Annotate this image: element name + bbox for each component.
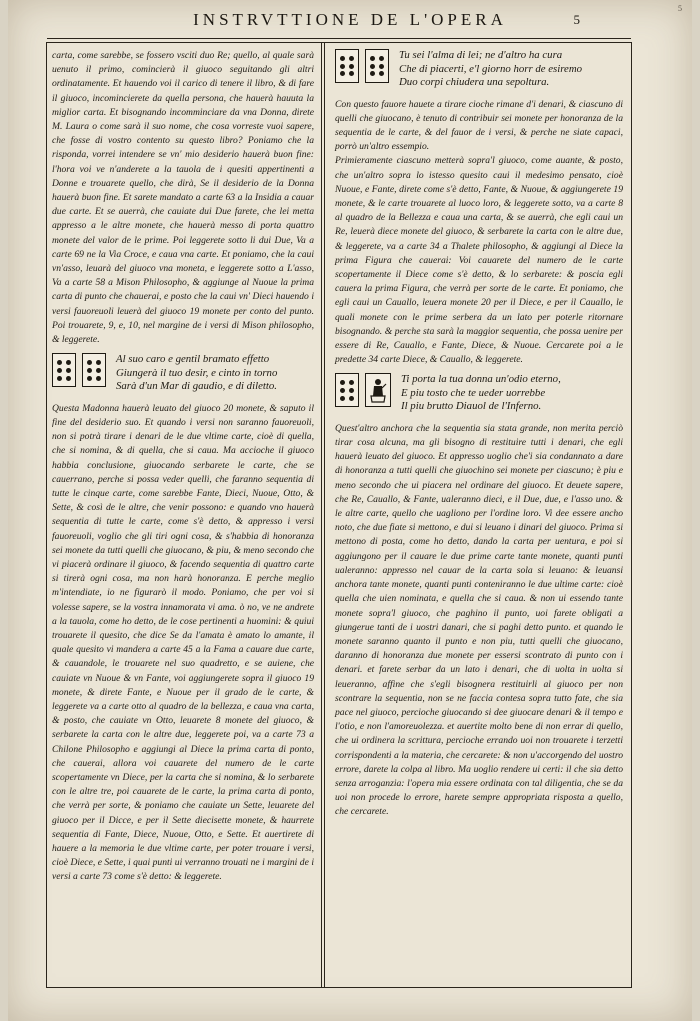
dice-pair — [335, 49, 389, 83]
die-pip — [66, 360, 71, 365]
die-pip — [349, 71, 354, 76]
die-pip — [96, 376, 101, 381]
verse-line: Il piu brutto Diauol de l'Inferno. — [401, 400, 542, 413]
paragraph: Con questo fauore hauete a tirare cioche rimane d'i denari, & ciascuno di quelli che giuocano, è tenuto di contribuir sei monete per honoranza de la sequentia de le carte, & del fauor de i versi, & perche ne siate capaci, porrò un'altro essempio. — [335, 98, 623, 153]
verse-line: Al suo caro e gentil bramato effetto — [116, 353, 270, 366]
verse-line: Sarà d'un Mar di gaudio, e di diletto. — [116, 380, 277, 393]
die-pip — [57, 376, 62, 381]
die-pip — [349, 64, 354, 69]
die-pip — [340, 388, 345, 393]
die-pip — [340, 71, 345, 76]
die-pip — [349, 56, 354, 61]
die-pip — [370, 56, 375, 61]
left-column — [52, 49, 314, 885]
verse-line: Che di piacerti, e'l giorno horr de esiremo — [399, 62, 583, 75]
verse-block — [335, 49, 623, 90]
die-pip — [349, 380, 354, 385]
verse-line: Duo corpi chiudera una sepoltura. — [399, 76, 550, 88]
die-pip — [66, 376, 71, 381]
die-pip — [96, 368, 101, 373]
paragraph: Primieramente ciascuno metterà sopra'l giuoco, come auante, & posto, che un'altro sopra lo istesso quesito caui il medesimo pensato, cioè Nuoue, e Fante, direte come s'è detto, Fante, & Nuoue, & aggiungerete 19 monete, & le carte trouarete al luoco loro, & leggerete sotto, va a carte 8 al quadro de la Bellezza e caua una carta, & se auerrà, che egli caui un Re, leuerà diece monete del giuoco, & serbarete la carta con le altre due, & leggerete, va a carte 34 a Thalete philosopho, & aggiungi al Diece la prima Figura che cauerai: Voi cauarete del numero de le carte scopertamente il Diece come s'è detto, & lo serbarete: & poscia egli cauera la prima Figura, che verrà per sorte de le carte. Et poniamo, che egli caui un Cauallo, leuera monete 20 per il Diece, e per il Cauallo, le quali monete con le prime serbera da un lato per poterle ritornare bisognando. & perche sta sarà la maggior sequentia, che possa uenire per essere di Re, Cauallo, e Fante, Diece, & Nuoue. Cercarete poi a le predette 34 carte Diece, & Cauallo, & leggerete. — [335, 155, 623, 366]
die-pip — [87, 376, 92, 381]
die-pip — [379, 56, 384, 61]
die-pip — [340, 64, 345, 69]
paragraph: Questa Madonna hauerà leuato del giuoco 20 monete, & saputo il fine del desiderio suo. Et quando i versi non saranno fauoreuoli, non si potrà tirare i denari de le due vltime carte, cioè di quella, che si nomina, & di quella, che si caua. Ma accioche il giuoco habbia conclusione, giuocando serbarete le carte, che se cauerrano, perche si possa veder quelli, che faranno sequentia di tutte le cinque carte, come sarebbe Fante, Dieci, Nuoue, Otto, & Sette, & così de le altre, che venir possono: e quando vno hauerà sequentia di tutte le carte, come s'è detto, & appresso i versi fauoreuoli, voglio che gli tiri ogni cosa, & s'habbia di honoranza sei monete da tutti quelli che giuocano, & piu, & meno secondo che vi piacerà ordinare il giuoco, & facendo sequentia di quattro carte si tirerà ogni cosa, ma non harà honoranza. E perche meglio m'intendiate, io ne figurarò il modo. Poniamo, che per voi si volesse sapere, se la vostra innamorata vi ama. ò no, ve ne andrete a la tauola, come ho detto, de le cose pertinenti a huomini: & quiui trouarete il quesito, che dice Se da l'amata è amato lo amante, il quale quesito vi mandera a carte 45 a la Fama a cauare due carte, & cauandole, le trouarete nel suo quadretto, e se auiene, che cauiate vn Nuoue & vn Fante, voi aggiungerete sopra il giuoco 19 monete, & direte Fante, e Nuoue per il grado de le carte, & leggerete va a carte otto al quadro de la bellezza, e caua vna carta, & posto, che cauiate vn Otto, leuarete 8 monete del giuoco, & serbarete la carta con le altre due, leggerete poi, va a carte 73 a Chilone Philosopho e aggiungi al Diece la prima carta di ponto, che cauerai, allora voi cauarete del numero de le carte scopertamente vn Diece, per la carta che si nomina, & lo serbarete con le altre tre, poi cauarete de le carte, la prima carta di ponto, che verrà per sorte, & poniamo che cauiate un Sette, leuarete del giuoco per il Dicce, e per il Sette diecisette monete, & haurrete sequentia di Fante, Diece, Nuoue, Otto, e Sette. Et auertirete di hauere a la memoria le due vltime carte, per poter trouare i versi, cioè Diece, e Sette, i quai punti ui verranno trouati ne i margini de i versi a carte 73 come s'è detto: & leggerete. — [52, 402, 314, 883]
die-six-icon — [52, 353, 76, 387]
verse — [116, 353, 277, 394]
paragraph: carta, come sarebbe, se fossero vsciti duo Re; quello, al quale sarà uenuto il primo, comincierà il giuoco seguitando gli altri ordinatamente. Et hauendo voi il carico di tenere il libro, & di fare il giuoco, incomincierete da quella persona, che hauerà hauuta la miglior carta. Et bisognando incomminciare da vna Donna, direte M. Laura o come sarà il suo nome, che cosa vorreste vuoi sapere, che fosse di vostro contento su questo libro? Poniamo che la risponda, vorrei intendere se vn' mio desiderio hauerà buon fine: l'hora voi ve n'anderete a la tauola de i quesiti appertinenti a Donne e trouarete quello, che dirà, Se il desiderio de la Donna hauerà buon fine. Et sarete mandato a carte 63 a la Insidia a cauar due carte. Et se auerrà, che cauiate dui Due farete, che lei metta appresso a le altre monete, che hauerà messo di porta quattro monete del valor de le prime. Poi leggerete sotto li dui Due, Va a carte 69 ne la Via Croce, e caua vna carte. Et poniamo, che la caui vn'asso, leuarà del giuoco vna moneta, e leggerete sotto a L'asso, Va a carte 58 a Mison Philosopho, & aggiunge al Nuoue la prima carta di punto che chauerai, e posto che la caui vn' Dieci hauendo i versi fauoreuoli leuerà del giuoco 19 monete per conto del punto. Poi trouarete, 9, e, 10, nel margine de i versi di Mison philosopho, & leggerete. — [52, 50, 314, 346]
text-frame — [46, 42, 632, 988]
die-pip — [340, 56, 345, 61]
die-pip — [379, 71, 384, 76]
paragraph: Quest'altro anchora che la sequentia sia stata grande, non merita perciò tirar cosa alcuna, ma gli bisogno di restituire tutti i denari, che egli hauerà leuato del giuoco. Et appresso uoglio che'i sia condannato a dare di honoranza a tutti quelli che giuochino sei monete per ciascuno; è piu e meno secondo che ui piacera nel ordinare del giuoco. Et deuete sapere, che Re, Cauallo, & Fante, ualeranno dieci, e il Due, due, e l'asso uno. & le altre carte, quello che uagliono per l'ordine loro. Vi dee essere ancho noto, che due fiate si mettono, e dui si leuano i dinari del giuoco. Prima si mettono di posta, come ho detto, dando la carta per uentura, e poi si aggiungono per il cauare le due prime carte tante monete, quanti punti ualeranno: appresso nel cauar de la carta sola si leuano: & leuansi anchora tante monete, quanti punti conteniranno le due ultime carte: cioè quella che uien nominata, e quella che si caua. & non ui essendo tante monete sopra'l giuoco, che paghino il punto, uoi farete obligati a giungerue tanti de i uostri danari, che si paghi detto punto. et quando le monete saranno quanto il punto e non piu, tutti quelli che giuocano, daranno di honoranza due monete per essersi scontrato di punto con i denari. et farete serbar da un lato i denari, che di uolta in uolta si leueranno, affine che s'egli bisognera restituirli al giuoco per non scontrare la sequentia, non se ne faccia contesa sopra tutto fate, che sia pace nel giuoco, percioche giuocando si dee giuocare denari & il tempo e l'otio, e non l'amoreuolezza. et auertite molto bene di non errar di quello, che ui ordinera la scrittura, percioche errando uoi non trouarete i terzetti corrispondenti a la materia, che cercarete: & non u'accorgendo del uostro errore, darete la colpa al libro. Ma uoglio rendere ui certi: il che sia detto senza arroganzia: l'opera mia essere ordinata con tal diligentia, che se da uoi non procede lo errore, harete sempre appropriata risposta a quello, che cercarete. — [335, 422, 623, 818]
knight-figure-icon — [365, 373, 391, 407]
die-six-icon — [335, 373, 359, 407]
die-pip — [96, 360, 101, 365]
die-pip — [57, 368, 62, 373]
verse-line: Ti porta la tua donna un'odio eterno, — [401, 373, 561, 386]
verse-line: Tu sei l'alma di lei; ne d'altro ha cura — [399, 49, 563, 61]
verse-block — [52, 353, 314, 394]
die-six-icon — [335, 49, 359, 83]
verse-line: Giungerà il tuo desir, e cinto in torno — [116, 366, 278, 379]
card-pair — [335, 373, 391, 407]
die-pip — [370, 71, 375, 76]
page-number: 5 — [573, 12, 580, 27]
column-rule — [321, 43, 325, 987]
die-pip — [349, 388, 354, 393]
verse — [399, 49, 582, 90]
die-pip — [66, 368, 71, 373]
verse-line: E piu tosto che te ueder uorrebbe — [401, 386, 546, 399]
die-pip — [87, 360, 92, 365]
dice-pair — [52, 353, 106, 387]
page-header — [8, 10, 692, 30]
die-pip — [349, 396, 354, 401]
die-six-icon — [82, 353, 106, 387]
die-pip — [87, 368, 92, 373]
verse-block — [335, 373, 623, 414]
verse — [401, 373, 561, 414]
running-title: INSTRVTTIONE DE L'OPERA — [193, 10, 507, 29]
right-column — [335, 49, 623, 820]
book-page — [8, 0, 692, 1021]
die-pip — [370, 64, 375, 69]
corner-mark: 5 — [678, 4, 682, 13]
die-six-icon — [365, 49, 389, 83]
die-pip — [379, 64, 384, 69]
die-pip — [57, 360, 62, 365]
die-pip — [340, 396, 345, 401]
die-pip — [340, 380, 345, 385]
